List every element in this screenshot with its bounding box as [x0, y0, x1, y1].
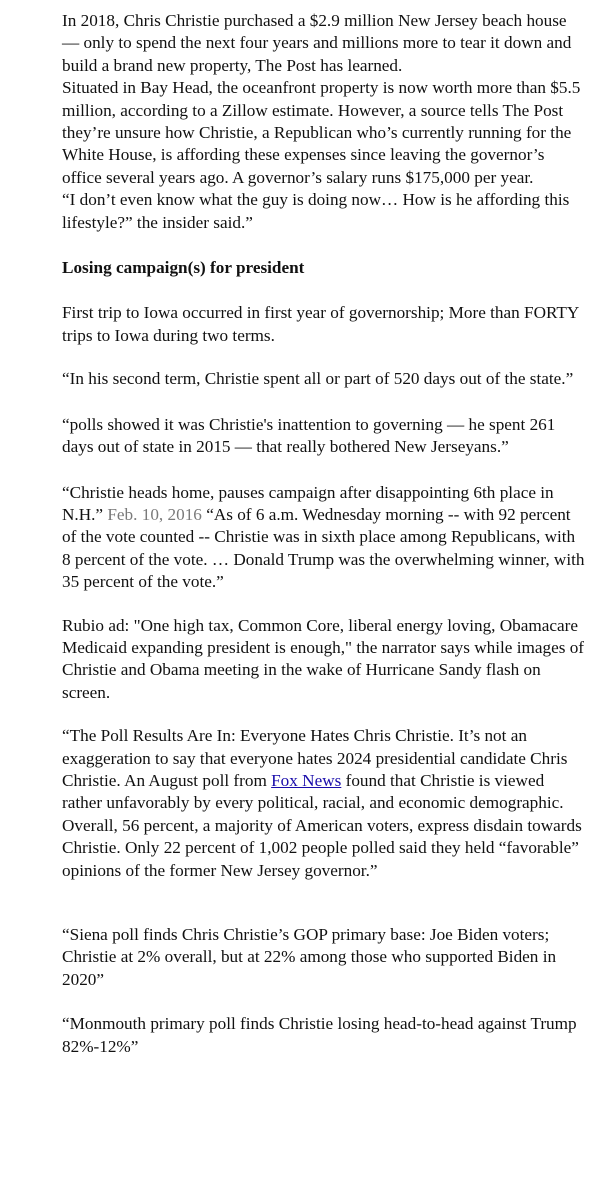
intro-insider-quote: “I don’t even know what the guy is doing now… How is he affording this lifestyle?” the insider said.” — [62, 190, 570, 232]
monmouth-poll-quote: “Monmouth primary poll finds Christie losing head-to-head against Trump 82%-12%” — [62, 1014, 577, 1056]
nh-headline: “Christie heads home, pauses campaign after disappointing 6th place in N.H.” — [62, 482, 554, 524]
section-heading: Losing campaign(s) for president — [62, 258, 305, 278]
poll-results-body: found that Christie is viewed rather unfavorably by every political, racial, and economic demographic. Overall, 56 percent, a majority of American voters, express disdain towards Christie. Only 22 percent of 1,002 people polled said they held “favorable” opinions of the former New Jersey governor.” — [62, 770, 582, 880]
poll-results-quote — [62, 725, 587, 882]
intro-purchase-paragraph: In 2018, Chris Christie purchased a $2.9 million New Jersey beach house — only to spend the next four years and millions more to tear it down and build a brand new property, The Post has learned. — [62, 11, 572, 75]
poll-results-intro: “The Poll Results Are In: Everyone Hates Chris Christie. It’s not an exaggeration to say that everyone hates 2024 presidential candidate Chris Christie. An August poll from — [62, 726, 568, 790]
nh-body: “As of 6 a.m. Wednesday morning -- with 92 percent of the vote counted -- Christie was in sixth place among Republicans, with 8 percent of the vote. … Donald Trump was the overwhelming winner, with 35 percent of the vote.” — [62, 504, 585, 592]
polls-quote: “polls showed it was Christie's inattention to governing — he spent 261 days out of state in 2015 — that really bothered New Jerseyans.” — [62, 414, 556, 457]
iowa-trips-paragraph: First trip to Iowa occurred in first year of governorship; More than FORTY trips to Iowa during two terms. — [62, 303, 579, 345]
nh-quote — [62, 482, 587, 594]
intro-property-paragraph: Situated in Bay Head, the oceanfront property is now worth more than $5.5 million, according to a Zillow estimate. However, a source tells The Post they’re unsure how Christie, a Republican who’s currently running for the White House, is affording these expenses since leaving the governor’s office several years ago. A governor’s salary runs $175,000 per year. — [62, 78, 581, 187]
second-term-quote: “In his second term, Christie spent all or part of 520 days out of the state.” — [62, 369, 574, 389]
siena-poll-quote: “Siena poll finds Chris Christie’s GOP primary base: Joe Biden voters; Christie at 2% overall, but at 22% among those who supported Biden in 2020” — [62, 925, 557, 989]
nh-dateline: Feb. 10, 2016 — [107, 504, 202, 524]
rubio-ad-paragraph: Rubio ad: "One high tax, Common Core, liberal energy loving, Obamacare Medicaid expanding president is enough," the narrator says while images of Christie and Obama meeting in the wake of Hurricane Sandy flash on screen. — [62, 615, 585, 702]
fox-news-link[interactable]: Fox News — [271, 770, 342, 790]
